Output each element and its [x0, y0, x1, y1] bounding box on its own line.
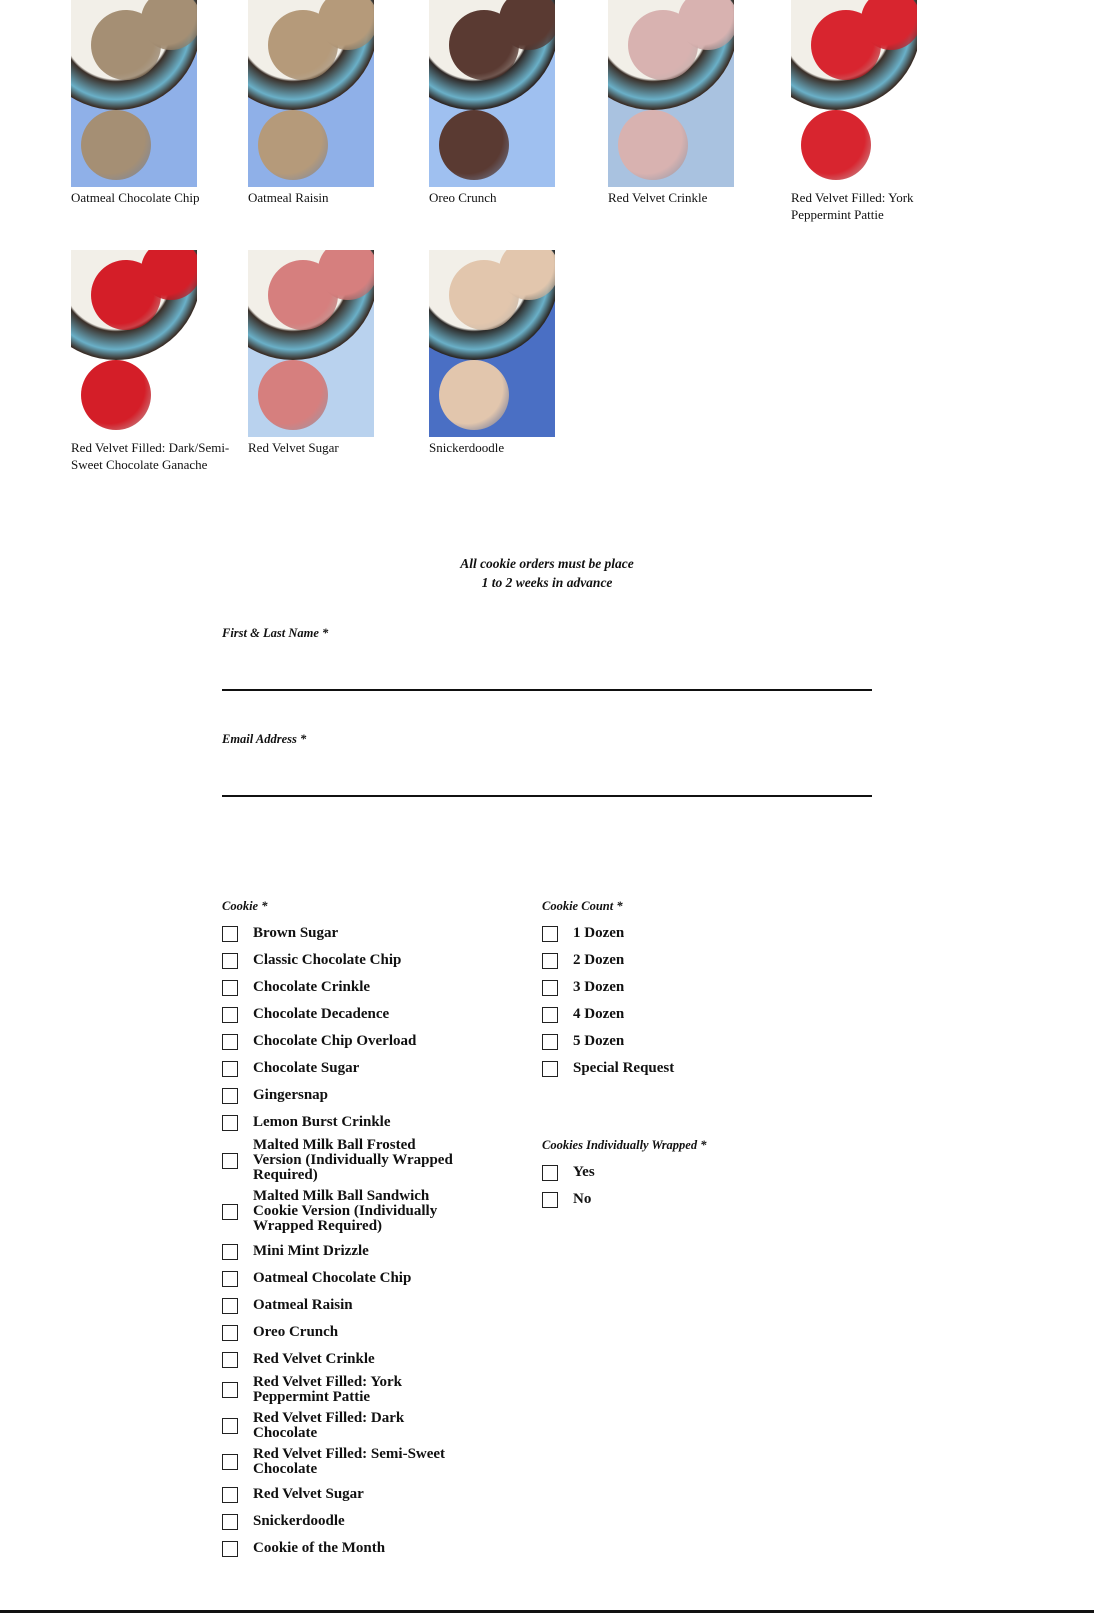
checkbox-label: Snickerdoodle: [253, 1513, 345, 1529]
checkbox-option[interactable]: [222, 1481, 462, 1508]
cookie-shape: [439, 360, 509, 430]
gallery-caption: Red Velvet Filled: York Peppermint Pattie: [791, 190, 914, 222]
checkbox-option[interactable]: [542, 1159, 842, 1186]
cookie-shape: [81, 360, 151, 430]
checkbox-label: 1 Dozen: [573, 925, 625, 941]
checkbox-label: Cookie of the Month: [253, 1540, 386, 1556]
divider: [0, 1610, 1094, 1613]
checkbox-option[interactable]: [222, 1373, 462, 1409]
gallery-caption: Red Velvet Filled: Dark/Semi-Sweet Chocolate Ganache: [71, 440, 230, 472]
checkbox-label: Gingersnap: [253, 1087, 329, 1103]
checkbox-label: Classic Chocolate Chip: [253, 952, 402, 968]
checkbox-label: 2 Dozen: [573, 952, 625, 968]
count-checkbox-group: [542, 899, 842, 1082]
name-label: First & Last Name *: [222, 626, 329, 640]
gallery-item[interactable]: [71, 0, 231, 206]
gallery-item[interactable]: [429, 250, 589, 456]
checkbox[interactable]: [222, 980, 238, 996]
checkbox[interactable]: [222, 1382, 238, 1398]
checkbox[interactable]: [222, 1514, 238, 1530]
checkbox-label: Red Velvet Filled: Semi-Sweet Chocolate: [253, 1446, 446, 1477]
checkbox[interactable]: [222, 1088, 238, 1104]
checkbox-option[interactable]: [222, 1445, 462, 1481]
checkbox-label: Malted Milk Ball Frosted Version (Individually Wrapped Required): [253, 1137, 453, 1183]
checkbox-option[interactable]: [542, 947, 842, 974]
checkbox-label: Oatmeal Chocolate Chip: [253, 1270, 412, 1286]
cookie-checkbox-group: [222, 899, 462, 1562]
checkbox-option[interactable]: [222, 1535, 462, 1562]
checkbox-option[interactable]: [222, 1319, 462, 1346]
checkbox-option[interactable]: [222, 1265, 462, 1292]
name-field: [222, 626, 872, 691]
checkbox-option[interactable]: [222, 947, 462, 974]
checkbox[interactable]: [222, 1034, 238, 1050]
checkbox[interactable]: [542, 1007, 558, 1023]
checkbox-label: No: [573, 1191, 592, 1207]
wrap-options: [542, 1159, 842, 1213]
checkbox-option[interactable]: [222, 1028, 462, 1055]
checkbox-option[interactable]: [222, 1001, 462, 1028]
checkbox-option[interactable]: [542, 974, 842, 1001]
checkbox-option[interactable]: [222, 1187, 462, 1238]
checkbox-label: 4 Dozen: [573, 1006, 625, 1022]
checkbox-label: Chocolate Decadence: [253, 1006, 390, 1022]
cookie-photo[interactable]: [608, 0, 734, 187]
checkbox-label: Red Velvet Filled: Dark Chocolate: [253, 1410, 405, 1441]
checkbox-label: Special Request: [573, 1060, 675, 1076]
checkbox-label: Brown Sugar: [253, 925, 339, 941]
cookie-photo[interactable]: [71, 250, 197, 437]
checkbox[interactable]: [222, 953, 238, 969]
gallery-item[interactable]: [248, 0, 408, 206]
email-input[interactable]: [222, 755, 872, 797]
checkbox-option[interactable]: [222, 1409, 462, 1445]
checkbox-option[interactable]: [222, 1292, 462, 1319]
gallery-caption: Snickerdoodle: [429, 440, 505, 455]
checkbox[interactable]: [222, 1244, 238, 1260]
checkbox[interactable]: [222, 1271, 238, 1287]
checkbox[interactable]: [542, 1192, 558, 1208]
checkbox-option[interactable]: [542, 920, 842, 947]
checkbox[interactable]: [222, 1325, 238, 1341]
checkbox-option[interactable]: [542, 1055, 842, 1082]
gallery-caption: Red Velvet Crinkle: [608, 190, 708, 205]
gallery-item[interactable]: [791, 0, 951, 223]
checkbox-label: 3 Dozen: [573, 979, 625, 995]
checkbox-option[interactable]: [542, 1186, 842, 1213]
checkbox[interactable]: [222, 926, 238, 942]
cookie-photo[interactable]: [248, 250, 374, 437]
cookie-shape: [258, 360, 328, 430]
name-input[interactable]: [222, 649, 872, 691]
checkbox-label: Red Velvet Crinkle: [253, 1351, 375, 1367]
checkbox[interactable]: [222, 1204, 238, 1220]
cookie-shape: [81, 110, 151, 180]
checkbox[interactable]: [222, 1352, 238, 1368]
cookie-shape: [801, 110, 871, 180]
count-options: [542, 920, 842, 1082]
checkbox[interactable]: [222, 1298, 238, 1314]
checkbox-option[interactable]: [222, 1055, 462, 1082]
checkbox[interactable]: [542, 1034, 558, 1050]
checkbox[interactable]: [542, 953, 558, 969]
checkbox-option[interactable]: [542, 1028, 842, 1055]
gallery-item[interactable]: [608, 0, 768, 206]
checkbox-label: Red Velvet Sugar: [253, 1486, 364, 1502]
checkbox-option[interactable]: [222, 1508, 462, 1535]
checkbox-label: Chocolate Chip Overload: [253, 1033, 417, 1049]
checkbox[interactable]: [222, 1007, 238, 1023]
cookie-photo[interactable]: [71, 0, 197, 187]
cookie-photo[interactable]: [429, 0, 555, 187]
checkbox-option[interactable]: [222, 1238, 462, 1265]
wrap-checkbox-group: [542, 1138, 842, 1213]
checkbox[interactable]: [222, 1541, 238, 1557]
cookie-shape: [439, 110, 509, 180]
cookie-options: [222, 920, 462, 1562]
checkbox-label: Chocolate Sugar: [253, 1060, 360, 1076]
checkbox[interactable]: [222, 1418, 238, 1434]
cookie-photo[interactable]: [429, 250, 555, 437]
checkbox[interactable]: [542, 1165, 558, 1181]
gallery-caption: Red Velvet Sugar: [248, 440, 339, 455]
gallery-caption: Oatmeal Chocolate Chip: [71, 190, 200, 205]
checkbox-label: 5 Dozen: [573, 1033, 625, 1049]
cookie-shape: [258, 110, 328, 180]
notice-line: All cookie orders must be place: [460, 556, 634, 571]
checkbox-option[interactable]: [222, 920, 462, 947]
checkbox-label: Oatmeal Raisin: [253, 1297, 353, 1313]
checkbox[interactable]: [542, 980, 558, 996]
checkbox[interactable]: [222, 1115, 238, 1131]
checkbox[interactable]: [222, 1454, 238, 1470]
cookie-photo[interactable]: [248, 0, 374, 187]
gallery-item[interactable]: [248, 250, 408, 456]
checkbox[interactable]: [542, 926, 558, 942]
email-label: Email Address *: [222, 732, 307, 746]
checkbox-option[interactable]: [222, 1082, 462, 1109]
checkbox[interactable]: [222, 1153, 238, 1169]
checkbox-label: Malted Milk Ball Sandwich Cookie Version (Individually Wrapped Required): [253, 1188, 438, 1234]
gallery-caption: Oreo Crunch: [429, 190, 497, 205]
checkbox[interactable]: [542, 1061, 558, 1077]
checkbox-label: Lemon Burst Crinkle: [253, 1114, 391, 1130]
checkbox[interactable]: [222, 1487, 238, 1503]
wrap-group-label: Cookies Individually Wrapped *: [542, 1138, 707, 1152]
order-notice: [222, 554, 872, 592]
cookie-group-label: Cookie *: [222, 899, 268, 913]
checkbox-option[interactable]: [222, 1136, 462, 1187]
checkbox-label: Oreo Crunch: [253, 1324, 339, 1340]
cookie-shape: [618, 110, 688, 180]
gallery-item[interactable]: [429, 0, 589, 206]
cookie-photo[interactable]: [791, 0, 917, 187]
checkbox-label: Red Velvet Filled: York Peppermint Pattie: [253, 1374, 403, 1405]
checkbox-option[interactable]: [222, 974, 462, 1001]
checkbox-label: Chocolate Crinkle: [253, 979, 371, 995]
gallery-caption: Oatmeal Raisin: [248, 190, 329, 205]
checkbox[interactable]: [222, 1061, 238, 1077]
count-group-label: Cookie Count *: [542, 899, 623, 913]
checkbox-label: Yes: [573, 1164, 595, 1180]
checkbox-label: Mini Mint Drizzle: [253, 1243, 369, 1259]
checkbox-option[interactable]: [542, 1001, 842, 1028]
email-field: [222, 732, 872, 797]
checkbox-option[interactable]: [222, 1109, 462, 1136]
gallery-item[interactable]: [71, 250, 231, 473]
notice-line: 1 to 2 weeks in advance: [481, 575, 613, 590]
checkbox-option[interactable]: [222, 1346, 462, 1373]
